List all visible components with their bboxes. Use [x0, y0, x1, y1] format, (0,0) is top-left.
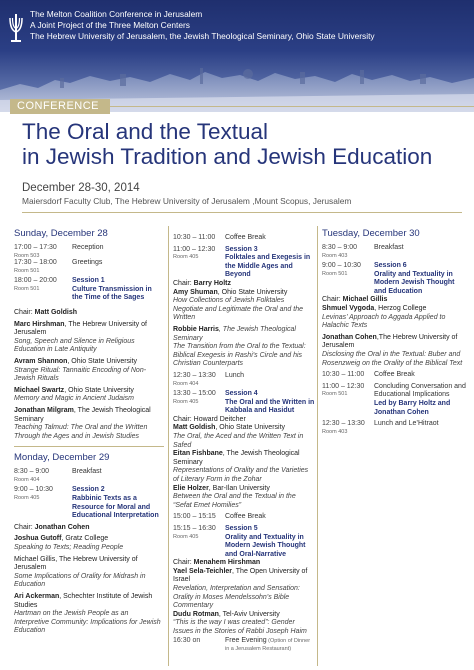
- organizer-lines: [30, 9, 375, 42]
- speaker-affiliation: , Gratz College: [61, 535, 109, 543]
- event-title: Reception: [72, 244, 104, 251]
- header-divider: [110, 106, 474, 107]
- speaker: [173, 568, 315, 585]
- schedule-row: [14, 468, 164, 483]
- time-slot: [14, 244, 72, 259]
- speaker-name: Robbie Harris: [173, 325, 219, 333]
- speaker: [173, 289, 315, 298]
- session-title: [225, 246, 315, 280]
- event-title: Lunch: [225, 371, 245, 379]
- speaker-affiliation: ,The Hebrew University of Jerusalem: [322, 333, 458, 350]
- time-text: 10:30 – 11:00: [322, 371, 365, 379]
- session-chair: [14, 309, 164, 318]
- column-divider: [317, 226, 318, 666]
- session-number: Session 3: [225, 245, 258, 253]
- time-text: 11:00 – 12:30: [173, 245, 216, 253]
- speaker-affiliation: , The Jewish Theological Seminary: [173, 325, 296, 342]
- talk-title: Strange Ritual: Tannaitic Encoding of Non-Jewish Rituals: [14, 366, 147, 383]
- talk-title: “This is the way I was created”: Gender Issues in the Stories of Rabbi Joseph Haim: [173, 619, 307, 636]
- talk-title: Between the Oral and the Textual in the “Sefat Emet Homilies”: [173, 493, 296, 509]
- speaker: [14, 407, 164, 424]
- talk-title: Memory and Magic in Ancient Judaism: [14, 395, 134, 403]
- speaker-affiliation: , The Hebrew University of Jerusalem: [14, 555, 138, 572]
- schedule-row: [173, 372, 315, 387]
- session-topic: The Oral and the Written in Kabbala and Hasidut: [225, 398, 315, 415]
- schedule-row: [322, 383, 468, 417]
- speaker: [322, 305, 468, 314]
- room-text: Room 501: [322, 270, 348, 277]
- time-slot: [14, 277, 72, 303]
- talk-title: Representations of Orality and the Varieties of Literary Form in the Zohar: [173, 467, 309, 483]
- session-topic: Culture Transmission in the Time of the Sages: [72, 285, 152, 302]
- speaker: [14, 358, 164, 367]
- room-text: Room 501: [322, 391, 348, 398]
- talk-title: How Collections of Jewish Folktales Negotiate and Legitimate the Oral and the Written: [173, 297, 303, 322]
- speaker-name: Ari Ackerman: [14, 592, 60, 600]
- talk-title: Speaking to Texts; Reading People: [14, 543, 124, 551]
- event-title: Breakfast: [374, 244, 404, 251]
- speaker-name: Dudu Rotman: [173, 610, 219, 618]
- chair-label: Chair:: [14, 308, 33, 316]
- chair-label: Chair:: [322, 296, 341, 304]
- session-title: [374, 262, 468, 296]
- time-slot: [322, 420, 374, 435]
- schedule-row: [322, 420, 468, 435]
- time-slot: [173, 390, 225, 416]
- session-number: Session 4: [225, 390, 258, 397]
- chair-name: Matt Goldish: [34, 308, 78, 316]
- speaker-name: Eitan Fishbane: [173, 450, 223, 458]
- conference-dates: December 28-30, 2014: [22, 182, 140, 194]
- schedule-row: [173, 637, 315, 654]
- speaker-name: Yael Sela-Teichler: [173, 567, 233, 575]
- time-slot: [322, 383, 374, 417]
- chair-label: Chair:: [173, 415, 192, 423]
- session-topic: Folktales and Exegesis in the Middle Ages and Beyond: [225, 254, 311, 279]
- speaker-affiliation: , Ohio State University: [215, 424, 286, 432]
- speaker: [14, 535, 164, 544]
- session-number: Session 5: [225, 524, 258, 532]
- speaker: [14, 593, 164, 610]
- session-chair: [173, 280, 315, 289]
- time-text: 9:00 – 10:30: [14, 486, 53, 494]
- organizer-line: The Melton Coalition Conference in Jerusalem: [30, 9, 203, 19]
- event-title: Coffee Break: [374, 371, 415, 379]
- time-slot: [322, 262, 374, 296]
- session-title: [225, 390, 315, 416]
- room-text: Room 405: [14, 494, 40, 501]
- speaker-affiliation: , Bar-Ilan University: [208, 484, 270, 492]
- time-text: 15:00 – 15:15: [173, 513, 216, 521]
- talk-title: Song, Speech and Silence in Religious Education in Late Antiquity: [14, 337, 135, 354]
- speaker-affiliation: , The Jewish Theological Seminary: [173, 450, 300, 466]
- room-text: Room 405: [173, 254, 199, 261]
- time-slot: [14, 259, 72, 274]
- room-text: Room 404: [173, 380, 199, 387]
- speaker-affiliation: , Ohio State University: [64, 386, 134, 394]
- speaker: [14, 321, 164, 338]
- schedule-row: [322, 262, 468, 296]
- time-slot: [173, 246, 225, 280]
- time-text: 11:00 – 12:30: [322, 382, 365, 390]
- session-chair: [322, 296, 468, 305]
- schedule-row: [14, 277, 164, 303]
- speaker-affiliation: , Tel-Aviv University: [218, 610, 280, 618]
- time-text: 12:30 – 13:30: [322, 420, 365, 428]
- schedule-row: [322, 244, 468, 259]
- organizer-line: A Joint Project of the Three Melton Centers: [30, 20, 190, 30]
- time-slot: [173, 372, 225, 387]
- day-heading: Tuesday, December 30: [322, 228, 420, 239]
- title-line: The Oral and the Textual: [22, 119, 268, 144]
- talk-title: Disclosing the Oral in the Textual: Buber and Rosenzweig on the Orality of the Biblical Text: [322, 351, 463, 367]
- event-title: Lunch and Le’Hitraot: [374, 420, 439, 428]
- speaker-name: Michael Swartz: [14, 386, 65, 394]
- title-divider: [22, 212, 462, 213]
- session-chair: [173, 416, 315, 425]
- day-heading: Sunday, December 28: [14, 228, 108, 239]
- room-text: Room 503: [14, 252, 40, 259]
- schedule-row: [173, 525, 315, 559]
- session-number: Session 6: [374, 262, 407, 270]
- speaker: [14, 556, 164, 573]
- room-text: Room 501: [14, 267, 40, 274]
- event-title: [225, 637, 315, 654]
- column-divider: [168, 226, 169, 666]
- schedule-row: [14, 486, 164, 520]
- time-text: 13:30 – 15:00: [173, 390, 216, 397]
- event-name: Concluding Conversation and Educational Implications: [374, 382, 466, 399]
- session-title: [72, 486, 164, 520]
- talk-title: Revelation, Interpretation and Sensation: Orality in Moses Mendelssohn’s Bible Commentary: [173, 585, 300, 610]
- room-text: Room 501: [14, 285, 40, 292]
- speaker-name: Elie Holzer: [173, 484, 209, 492]
- speaker-name: Avram Shannon: [14, 357, 68, 365]
- room-text: Room 403: [322, 252, 348, 259]
- conference-venue: Maiersdorf Faculty Club, The Hebrew University of Jerusalem ,Mount Scopus, Jerusalem: [22, 196, 352, 206]
- schedule-column-2: [173, 234, 315, 654]
- time-text: 15:15 – 16:30: [173, 524, 216, 532]
- room-text: Room 404: [14, 476, 40, 483]
- session-topic: Orality and Textuality in Modern Jewish Thought and Oral-Narrative: [225, 533, 306, 558]
- schedule-row: [173, 246, 315, 280]
- event-title: Breakfast: [72, 468, 102, 476]
- event-title: Coffee Break: [225, 234, 266, 241]
- event-note: (Option of Dinner in a Jerusalem Restaurant): [225, 637, 311, 653]
- time-text: 8:30 – 9:00: [322, 244, 358, 251]
- time-slot: [173, 525, 225, 559]
- speaker-affiliation: , Ohio State University: [217, 288, 288, 296]
- room-text: Room 405: [173, 398, 199, 405]
- time-text: 9:00 – 10:30: [322, 262, 361, 270]
- time-text: 17:30 – 18:00: [14, 259, 57, 267]
- schedule-row: [14, 259, 164, 274]
- chair-label: Chair:: [173, 559, 192, 567]
- speaker-name: Michael Gillis: [14, 555, 56, 563]
- led-by: Led by Barry Holtz and Jonathan Cohen: [374, 400, 451, 416]
- conference-tab: CONFERENCE: [10, 99, 110, 114]
- speaker-name: Joshua Gutoff: [14, 535, 62, 543]
- speaker-name: Marc Hirshman: [14, 320, 65, 328]
- chair-name: Menahem Hirshman: [193, 559, 261, 567]
- schedule-row: [173, 390, 315, 416]
- time-text: 8:30 – 9:00: [14, 468, 50, 476]
- session-title: [225, 525, 315, 559]
- time-text: 10:30 – 11:00: [173, 234, 216, 241]
- speaker: [173, 424, 315, 433]
- session-chair: [173, 559, 315, 568]
- speaker-name: Jonathan Milgram: [14, 406, 74, 414]
- speaker: [322, 334, 468, 351]
- talk-title: The Oral, the Aced and the Written Text in Safed: [173, 432, 304, 449]
- chair-name: Barry Holtz: [193, 279, 231, 287]
- speaker-name: Matt Goldish: [173, 424, 216, 432]
- time-text: 18:00 – 20:00: [14, 277, 57, 285]
- chair-name: Howard Deitcher: [193, 415, 246, 423]
- speaker-name: Amy Shuman: [173, 288, 218, 296]
- speaker-affiliation: , Schechter Institute of Jewish Studies: [14, 592, 153, 609]
- session-number: Session 1: [72, 277, 105, 285]
- speaker-name: Shmuel Vygoda: [322, 305, 375, 313]
- speaker-name: Jonathan Cohen: [322, 333, 377, 341]
- session-topic: Rabbinic Texts as a Resource for Moral and Educational Interpretation: [72, 494, 159, 520]
- event-name: Free Evening: [225, 636, 267, 644]
- chair-label: Chair:: [14, 523, 33, 531]
- page-title: [22, 119, 462, 169]
- talk-title: The Transition from the Oral to the Textual: Biblical Exegesis in Rashi’s Circle and his Christian Counterparts: [173, 343, 306, 368]
- room-text: Room 405: [173, 533, 199, 540]
- speaker: [14, 387, 164, 396]
- chair-name: Michael Gillis: [342, 296, 388, 304]
- title-line: in Jewish Tradition and Jewish Education: [22, 144, 433, 169]
- event-title: [374, 383, 468, 417]
- time-slot: [14, 468, 72, 483]
- time-text: 12:30 – 13:30: [173, 371, 216, 379]
- speaker: [173, 485, 315, 494]
- chair-label: Chair:: [173, 279, 192, 287]
- room-text: Room 403: [322, 428, 348, 435]
- schedule-row: [173, 513, 315, 522]
- day-heading: Monday, December 29: [14, 452, 110, 464]
- session-number: Session 2: [72, 486, 105, 494]
- organizer-line: The Hebrew University of Jerusalem, the Jewish Theological Seminary, Ohio State University: [30, 31, 375, 41]
- header-banner: [0, 0, 474, 112]
- day-divider: [14, 446, 164, 447]
- time-slot: [14, 486, 72, 520]
- schedule-column-1: [14, 228, 164, 636]
- speaker: [173, 611, 315, 620]
- session-title: [72, 277, 164, 303]
- speaker-affiliation: , The Open University of Israel: [173, 567, 308, 584]
- event-title: Greetings: [72, 259, 103, 267]
- event-title: Coffee Break: [225, 513, 266, 521]
- time-slot: [322, 244, 374, 259]
- talk-title: Some Implications of Orality for Midrash in Education: [14, 572, 146, 589]
- chair-name: Jonathan Cohen: [34, 523, 90, 531]
- speaker-affiliation: , The Hebrew University of Jerusalem: [14, 320, 147, 337]
- speaker-affiliation: , Ohio State University: [67, 357, 138, 365]
- menorah-logo-icon: [8, 10, 24, 44]
- time-text: 16:30 on: [173, 636, 201, 644]
- session-topic: Orality and Textuality in Modern Jewish Thought and Education: [374, 270, 455, 295]
- talk-title: Teaching Talmud: The Oral and the Written Through the Ages and in Jewish Studies: [14, 424, 148, 440]
- speaker: [173, 450, 315, 467]
- schedule-column-3: [322, 228, 468, 435]
- talk-title: Levinas’ Approach to Aggada Applied to Halachic Texts: [322, 313, 446, 330]
- schedule-row: [173, 234, 315, 243]
- talk-title: Hartman on the Jewish People as an Interpretive Community: Implications for Jewish Education: [14, 610, 161, 635]
- time-text: 17:00 – 17:30: [14, 244, 57, 251]
- speaker-affiliation: , Herzog College: [374, 305, 427, 313]
- schedule-row: [14, 244, 164, 259]
- session-chair: [14, 524, 164, 533]
- speaker: [173, 326, 315, 343]
- schedule-row: [322, 371, 468, 380]
- speaker-affiliation: , The Jewish Theological Seminary: [14, 406, 151, 423]
